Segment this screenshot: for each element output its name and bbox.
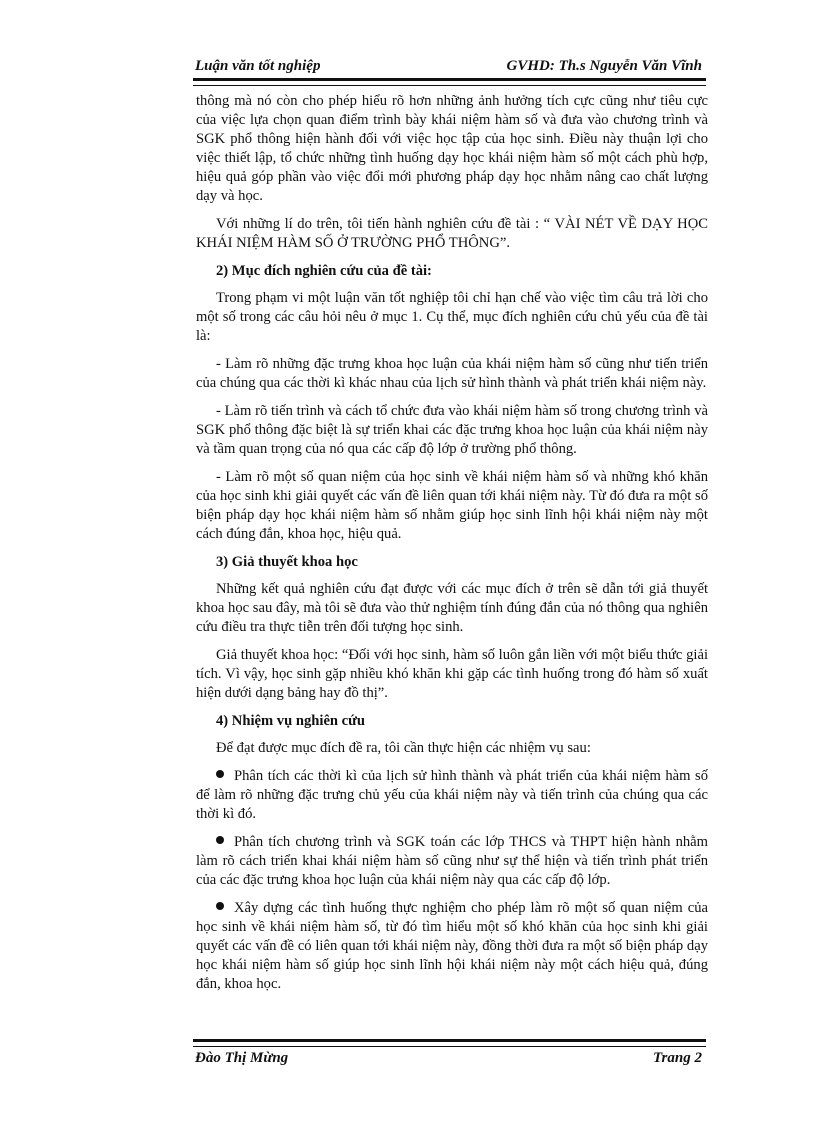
- task-item-3-text: Xây dựng các tình huống thực nghiệm cho phép làm rõ một số quan niệm của học sinh về khái niệm hàm số, từ đó tìm hiểu một số khó khăn của học sinh khi giải quyết các vấn đề có liên quan tới khái niệm này, đồng thời đưa ra một số biện pháp dạy học khái niệm hàm số giúp học sinh lĩnh hội khái niệm này một cách hiệu quả, đúng đắn, khoa học.: [196, 900, 708, 992]
- task-item-2-text: Phân tích chương trình và SGK toán các lớp THCS và THPT hiện hành nhằm làm rõ cách triển khai khái niệm hàm số cũng như sự thể hiện và tiến trình phát triển của các đặc trưng khoa học luận của khái niệm này qua các cấp độ lớp.: [196, 834, 708, 888]
- task-item-1: [196, 767, 708, 824]
- bullet-icon: [216, 836, 224, 844]
- footer-page-number: Trang 2: [652, 1050, 702, 1066]
- bullet-icon: [216, 902, 224, 910]
- footer-author: Đào Thị Mừng: [195, 1050, 289, 1066]
- section-heading-hypothesis: 3) Giả thuyết khoa học: [216, 554, 358, 570]
- header-advisor: GVHD: Th.s Nguyễn Văn Vĩnh: [506, 58, 702, 74]
- page-footer: [193, 1050, 706, 1072]
- section-heading-purpose: 2) Mục đích nghiên cứu của đề tài:: [216, 263, 432, 279]
- purpose-item-1: - Làm rõ những đặc trưng khoa học luận của khái niệm hàm số cũng như tiến triển của chúng qua các thời kì khác nhau của lịch sử hình thành và phát triển khái niệm này.: [196, 356, 708, 391]
- paragraph-purpose: Trong phạm vi một luận văn tốt nghiệp tôi chỉ hạn chế vào việc tìm câu trả lời cho một số trong các câu hỏi nêu ở mục 1. Cụ thể, mục đích nghiên cứu chủ yếu của đề tài là:: [196, 290, 708, 344]
- header-divider: [193, 78, 706, 86]
- paragraph-intro: thông mà nó còn cho phép hiểu rõ hơn những ảnh hưởng tích cực cũng như tiêu cực của việc lựa chọn quan điểm trình bày khái niệm hàm số và đưa vào chương trình và SGK phổ thông hiện hành đối với việc học tập của học sinh. Điều này thuận lợi cho việc thiết lập, tổ chức những tình huống dạy học khái niệm hàm số một cách phù hợp, hiệu quả góp phần vào việc đổi mới phương pháp dạy học nhằm nâng cao chất lượng dạy và học.: [196, 93, 708, 204]
- purpose-item-3: - Làm rõ một số quan niệm của học sinh về khái niệm hàm số và những khó khăn của học sinh khi giải quyết các vấn đề liên quan tới khái niệm này. Từ đó đưa ra một số biện pháp dạy học khái niệm hàm số nhằm giúp học sinh lĩnh hội khái niệm này một cách đúng đắn, khoa học, hiệu quả.: [196, 469, 708, 542]
- paragraph-hypothesis: Giả thuyết khoa học: “Đối với học sinh, hàm số luôn gắn liền với một biểu thức giải tích. Vì vậy, học sinh gặp nhiều khó khăn khi gặp các tình huống trong đó hàm số xuất hiện dưới dạng bảng hay đồ thị”.: [196, 647, 708, 701]
- paragraph-topic: Với những lí do trên, tôi tiến hành nghiên cứu đề tài : “ VÀI NÉT VỀ DẠY HỌC KHÁI NIỆM HÀM SỐ Ở TRƯỜNG PHỔ THÔNG”.: [196, 216, 708, 251]
- task-item-2: [196, 833, 708, 890]
- page-body: [196, 92, 708, 1003]
- page-header: [193, 55, 706, 77]
- bullet-icon: [216, 770, 224, 778]
- header-thesis-title: Luận văn tốt nghiệp: [195, 58, 321, 74]
- paragraph-hypothesis-intro: Những kết quả nghiên cứu đạt được với các mục đích ở trên sẽ dẫn tới giả thuyết khoa học sau đây, mà tôi sẽ đưa vào thử nghiệm tính đúng đắn của nó thông qua nghiên cứu điều tra thực tiễn trên đối tượng học sinh.: [196, 581, 708, 635]
- task-item-3: [196, 899, 708, 994]
- paragraph-tasks-intro: Để đạt được mục đích đề ra, tôi cần thực hiện các nhiệm vụ sau:: [216, 740, 591, 756]
- section-heading-tasks: 4) Nhiệm vụ nghiên cứu: [216, 713, 366, 729]
- task-item-1-text: Phân tích các thời kì của lịch sử hình thành và phát triển của khái niệm hàm số để làm rõ những đặc trưng chủ yếu của khái niệm này và tiến trình của chúng qua các thời kì đó.: [196, 768, 708, 822]
- purpose-item-2: - Làm rõ tiến trình và cách tổ chức đưa vào khái niệm hàm số trong chương trình và SGK phổ thông đặc biệt là sự triển khai các đặc trưng khoa học luận của khái niệm này và tầm quan trọng của nó qua các cấp độ lớp ở trường phổ thông.: [196, 403, 708, 457]
- footer-divider: [193, 1039, 706, 1047]
